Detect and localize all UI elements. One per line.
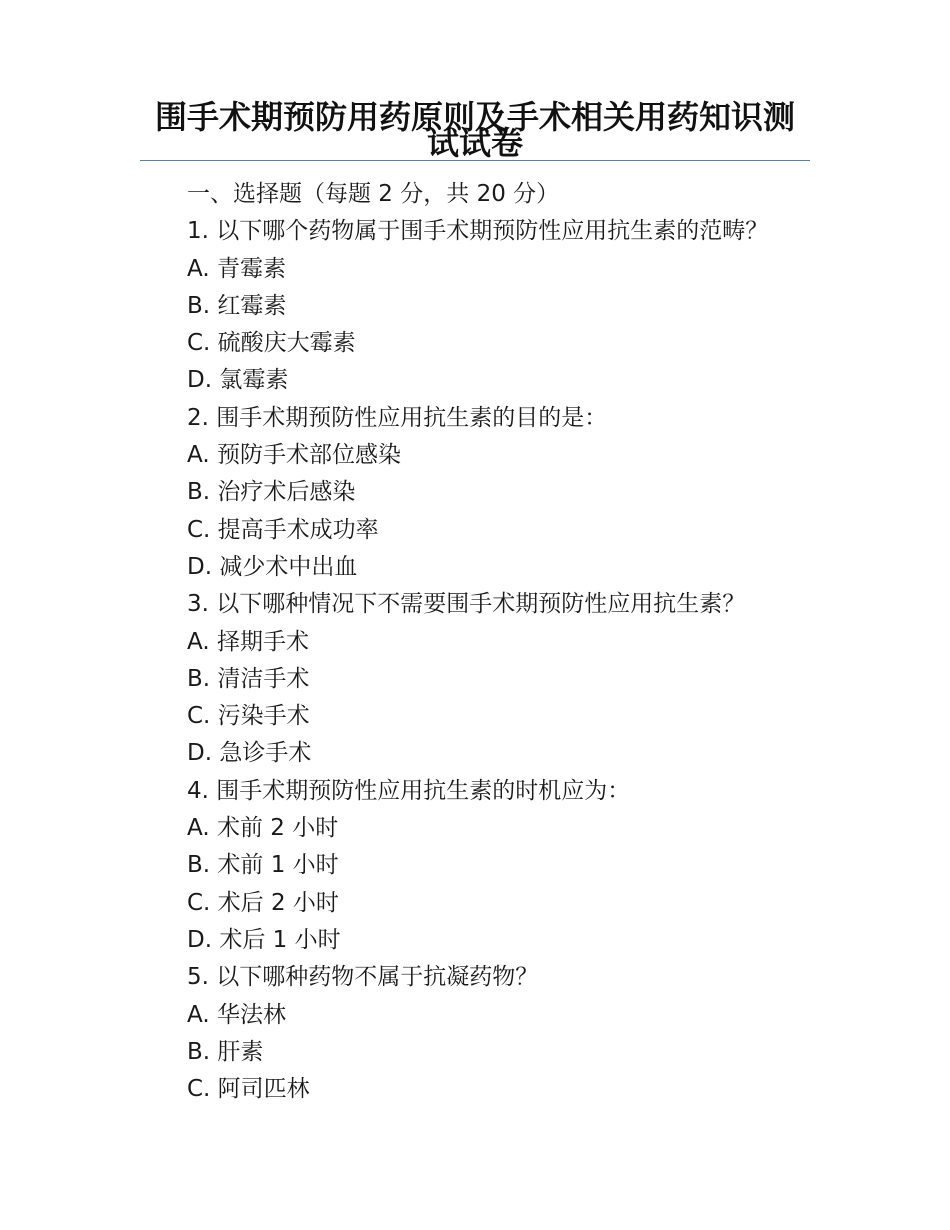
document-title: 围手术期预防用药原则及手术相关用药知识测试试卷 <box>154 98 795 162</box>
option-4d: D. 术后 1 小时 <box>187 926 341 953</box>
option-5b: B. 肝素 <box>187 1038 264 1065</box>
title-underline <box>140 160 810 161</box>
question-4: 4. 围手术期预防性应用抗生素的时机应为： <box>187 777 631 804</box>
option-2c: C. 提高手术成功率 <box>187 516 379 543</box>
question-3: 3. 以下哪种情况下不需要围手术期预防性应用抗生素？ <box>187 591 746 618</box>
option-3d: D. 急诊手术 <box>187 740 312 767</box>
question-list <box>187 176 827 1108</box>
option-1c: C. 硫酸庆大霉素 <box>187 330 356 357</box>
option-4b: B. 术前 1 小时 <box>187 852 339 879</box>
option-2b: B. 治疗术后感染 <box>187 479 356 506</box>
question-1: 1. 以下哪个药物属于围手术期预防性应用抗生素的范畴？ <box>187 218 769 245</box>
option-3a: A. 择期手术 <box>187 628 309 655</box>
option-2a: A. 预防手术部位感染 <box>187 442 401 469</box>
option-3b: B. 清洁手术 <box>187 665 310 692</box>
option-1d: D. 氯霉素 <box>187 367 289 394</box>
option-1a: A. 青霉素 <box>187 255 286 282</box>
option-4c: C. 术后 2 小时 <box>187 889 339 916</box>
section-heading: 一、选择题（每题 2 分，共 20 分） <box>187 181 560 207</box>
option-5a: A. 华法林 <box>187 1001 286 1028</box>
option-5c: C. 阿司匹林 <box>187 1076 310 1103</box>
question-2: 2. 围手术期预防性应用抗生素的目的是： <box>187 404 608 431</box>
option-1b: B. 红霉素 <box>187 292 287 319</box>
option-3c: C. 污染手术 <box>187 703 310 730</box>
question-5: 5. 以下哪种药物不属于抗凝药物？ <box>187 964 539 991</box>
option-4a: A. 术前 2 小时 <box>187 815 339 842</box>
option-2d: D. 减少术中出血 <box>187 553 358 580</box>
